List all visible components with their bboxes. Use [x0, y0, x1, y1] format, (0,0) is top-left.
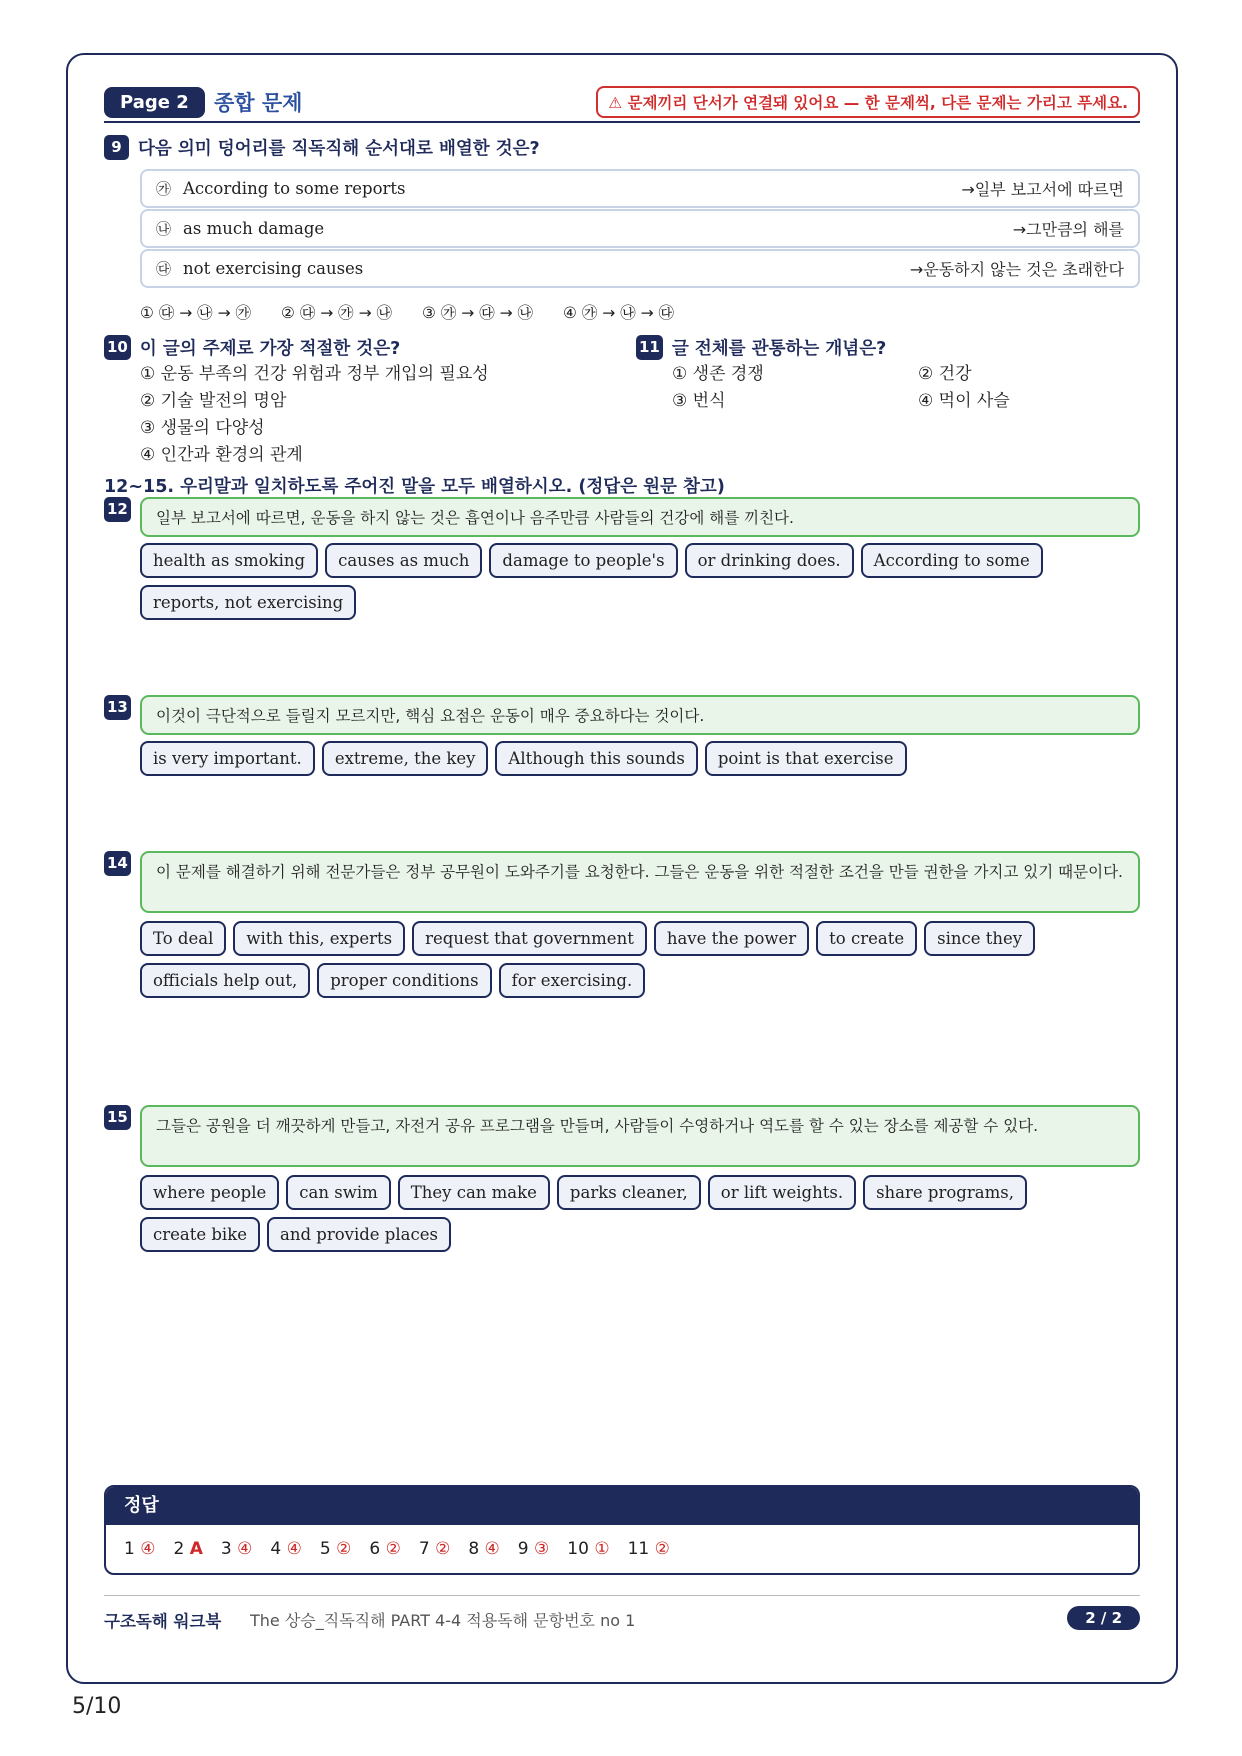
word-chip[interactable]: point is that exercise	[705, 741, 907, 776]
answer-number: 4	[270, 1539, 282, 1559]
footer-info: The 상승_직독직해 PART 4-4 적용독해 문항번호 no 1	[250, 1611, 636, 1630]
answer-value: ②	[435, 1539, 451, 1559]
chunk-symbol: ㉰	[156, 260, 172, 278]
korean-prompt: 이것이 극단적으로 들릴지 모르지만, 핵심 요점은 운동이 매우 중요하다는 것이다.	[140, 695, 1140, 735]
answer-key-box	[104, 1485, 1140, 1575]
question-10	[104, 335, 400, 360]
answer-item	[419, 1539, 450, 1559]
option[interactable]: ③ 생물의 다양성	[140, 418, 265, 438]
word-chip[interactable]: and provide places	[267, 1217, 451, 1252]
word-chip[interactable]: According to some	[861, 543, 1043, 578]
word-chip[interactable]: parks cleaner,	[557, 1175, 701, 1210]
question-9-options	[140, 301, 674, 323]
chunk-korean: →일부 보고서에 따르면	[961, 180, 1124, 199]
answer-value: ②	[654, 1539, 670, 1559]
option[interactable]: ② 건강	[918, 364, 972, 384]
option[interactable]: ④ 인간과 환경의 관계	[140, 445, 303, 465]
question-10-options	[140, 361, 489, 469]
answer-item	[518, 1539, 549, 1559]
option[interactable]: ③ ㉮ → ㉰ → ㉯	[422, 304, 534, 322]
option[interactable]: ④ ㉮ → ㉯ → ㉰	[563, 304, 675, 322]
question-number: 15	[104, 1105, 131, 1130]
chunk-row	[140, 249, 1140, 288]
chunk-english: not exercising causes	[183, 259, 364, 278]
word-chip[interactable]: To deal	[140, 921, 226, 956]
word-chip[interactable]: reports, not exercising	[140, 585, 356, 620]
word-chip[interactable]: since they	[924, 921, 1035, 956]
chunk-symbol: ㉯	[156, 220, 172, 238]
option[interactable]: ① 생존 경쟁	[672, 364, 764, 384]
answer-number: 8	[468, 1539, 480, 1559]
word-chip[interactable]: health as smoking	[140, 543, 318, 578]
word-chip[interactable]: or drinking does.	[685, 543, 854, 578]
option[interactable]: ① 운동 부족의 건강 위험과 정부 개입의 필요성	[140, 364, 489, 384]
word-chip[interactable]: is very important.	[140, 741, 315, 776]
answer-number: 11	[627, 1539, 650, 1559]
chunk-korean: →운동하지 않는 것은 초래한다	[909, 260, 1124, 279]
question-number: 9	[104, 135, 129, 160]
chunk-korean: →그만큼의 해를	[1012, 220, 1124, 239]
answer-key-row	[106, 1525, 1138, 1573]
answer-number: 7	[418, 1539, 430, 1559]
word-chip[interactable]: where people	[140, 1175, 279, 1210]
word-chip[interactable]: for exercising.	[499, 963, 646, 998]
word-bank	[140, 543, 1140, 620]
word-chip[interactable]: to create	[816, 921, 917, 956]
word-chip[interactable]: Although this sounds	[495, 741, 697, 776]
answer-value: ④	[140, 1539, 156, 1559]
answer-key-title: 정답	[106, 1487, 1138, 1525]
word-chip[interactable]: request that government	[412, 921, 647, 956]
answer-item	[173, 1539, 202, 1559]
answer-number: 1	[124, 1539, 135, 1559]
question-text: 다음 의미 덩어리를 직독직해 순서대로 배열한 것은?	[138, 139, 540, 159]
word-bank	[140, 921, 1140, 998]
word-chip[interactable]: causes as much	[325, 543, 482, 578]
chunk-row	[140, 169, 1140, 208]
chunk-english: as much damage	[183, 219, 325, 238]
word-chip[interactable]: officials help out,	[140, 963, 310, 998]
answer-item	[567, 1539, 609, 1559]
question-number: 12	[104, 497, 131, 522]
answer-number: 10	[567, 1539, 589, 1559]
answer-value: ④	[286, 1539, 302, 1559]
word-chip[interactable]: They can make	[398, 1175, 550, 1210]
viewer-page-indicator: 5/10	[72, 1694, 122, 1719]
answer-value: ②	[385, 1539, 401, 1559]
answer-number: 2	[173, 1539, 185, 1559]
question-text: 이 글의 주제로 가장 적절한 것은?	[139, 339, 401, 359]
korean-prompt: 일부 보고서에 따르면, 운동을 하지 않는 것은 흡연이나 음주만큼 사람들의 건강에 해를 끼친다.	[140, 497, 1140, 537]
answer-value: ②	[336, 1539, 352, 1559]
word-chip[interactable]: or lift weights.	[708, 1175, 856, 1210]
option[interactable]: ② ㉰ → ㉮ → ㉯	[281, 304, 393, 322]
answer-item	[320, 1539, 351, 1559]
answer-number: 9	[517, 1539, 529, 1559]
answer-item	[270, 1539, 301, 1559]
word-chip[interactable]: damage to people's	[489, 543, 677, 578]
question-11	[636, 335, 886, 360]
chunk-row	[140, 209, 1140, 248]
chunk-english: According to some reports	[183, 179, 406, 198]
question-number: 11	[636, 335, 663, 360]
word-chip[interactable]: create bike	[140, 1217, 260, 1252]
answer-number: 6	[369, 1539, 381, 1559]
section-title: 종합 문제	[214, 91, 303, 115]
chunk-symbol: ㉮	[156, 180, 172, 198]
option[interactable]: ② 기술 발전의 명암	[140, 391, 287, 411]
answer-value: ④	[484, 1539, 500, 1559]
question-number: 13	[104, 695, 131, 720]
page-label: Page 2	[104, 87, 205, 118]
answer-value: ①	[594, 1539, 610, 1559]
answer-item	[628, 1539, 670, 1559]
word-chip[interactable]: with this, experts	[233, 921, 405, 956]
korean-prompt: 그들은 공원을 더 깨끗하게 만들고, 자전거 공유 프로그램을 만들며, 사람들이 수영하거나 역도를 할 수 있는 장소를 제공할 수 있다.	[140, 1105, 1140, 1167]
worksheet-page	[66, 53, 1178, 1684]
word-chip[interactable]: extreme, the key	[322, 741, 489, 776]
answer-item	[468, 1539, 499, 1559]
answer-value: A	[189, 1539, 203, 1559]
question-number: 14	[104, 851, 131, 876]
answer-number: 5	[319, 1539, 331, 1559]
question-9	[104, 135, 540, 160]
answer-item	[124, 1539, 155, 1559]
warning-banner: ⚠ 문제끼리 단서가 연결돼 있어요 — 한 문제씩, 다른 문제는 가리고 푸세요.	[596, 86, 1140, 118]
question-text: 글 전체를 관통하는 개념은?	[671, 339, 887, 359]
answer-value: ④	[237, 1539, 253, 1559]
word-chip[interactable]: have the power	[654, 921, 809, 956]
word-bank	[140, 1175, 1140, 1252]
worksheet-content	[104, 91, 1140, 1691]
arrange-section-title: 12~15. 우리말과 일치하도록 주어진 말을 모두 배열하시오. (정답은 원문 참고)	[104, 477, 725, 497]
page-header	[104, 91, 1140, 123]
answer-item	[221, 1539, 252, 1559]
word-bank	[140, 741, 1140, 776]
answer-value: ③	[534, 1539, 550, 1559]
question-number: 10	[104, 335, 131, 360]
option[interactable]: ① ㉰ → ㉯ → ㉮	[140, 304, 252, 322]
footer-page-number: 2 / 2	[1067, 1606, 1140, 1630]
korean-prompt: 이 문제를 해결하기 위해 전문가들은 정부 공무원이 도와주기를 요청한다. 그들은 운동을 위한 적절한 조건을 만들 권한을 가지고 있기 때문이다.	[140, 851, 1140, 913]
word-chip[interactable]: can swim	[286, 1175, 390, 1210]
word-chip[interactable]: share programs,	[863, 1175, 1027, 1210]
footer-brand: 구조독해 워크북	[104, 1612, 222, 1631]
question-11-options	[672, 361, 1112, 415]
word-chip[interactable]: proper conditions	[317, 963, 491, 998]
answer-item	[369, 1539, 400, 1559]
answer-number: 3	[220, 1539, 232, 1559]
option[interactable]: ④ 먹이 사슬	[918, 391, 1010, 411]
page-footer	[104, 1595, 1140, 1639]
option[interactable]: ③ 번식	[672, 391, 726, 411]
